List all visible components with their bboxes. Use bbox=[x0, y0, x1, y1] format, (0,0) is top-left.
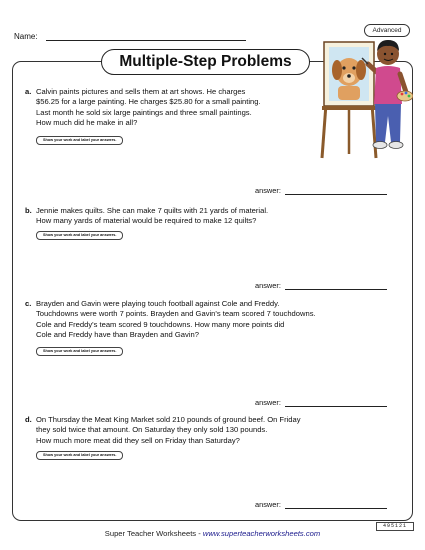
problem-text: On Thursday the Meat King Market sold 210 pounds of ground beef. On Friday they sold twice that amount. On Saturday they only sold 130 pounds. How much more meat did they sell on Friday than Saturday? bbox=[36, 415, 301, 445]
painter-illustration bbox=[318, 30, 413, 160]
answer-line-c[interactable] bbox=[285, 406, 387, 407]
answer-label: answer: bbox=[255, 500, 281, 509]
show-work-note: Show your work and label your answers. bbox=[36, 347, 123, 356]
footer-brand: Super Teacher Worksheets bbox=[104, 529, 197, 538]
level-badge: Advanced bbox=[364, 24, 410, 37]
footer-separator: - bbox=[196, 529, 203, 538]
worksheet-code: 495121 bbox=[376, 522, 414, 531]
show-work-note: Show your work and label your answers. bbox=[36, 451, 123, 460]
footer bbox=[0, 529, 425, 538]
problem-letter: c. bbox=[25, 299, 32, 308]
problem-letter: a. bbox=[25, 87, 32, 96]
answer-line-d[interactable] bbox=[285, 508, 387, 509]
problem-letter: b. bbox=[25, 206, 32, 215]
show-work-note: Show your work and label your answers. bbox=[36, 136, 123, 145]
problem-letter: d. bbox=[25, 415, 32, 424]
problem-text: Jennie makes quilts. She can make 7 quilts with 21 yards of material. How many yards of material would be required to make 12 quilts? bbox=[36, 206, 269, 226]
show-work-note: Show your work and label your answers. bbox=[36, 231, 123, 240]
footer-url-link[interactable]: www.superteacherworksheets.com bbox=[202, 529, 321, 538]
problem-b bbox=[25, 206, 395, 228]
problem-c bbox=[25, 299, 405, 343]
answer-line-a[interactable] bbox=[285, 194, 387, 195]
answer-label: answer: bbox=[255, 398, 281, 407]
problem-text: Brayden and Gavin were playing touch football against Cole and Freddy. Touchdowns were worth 7 points. Brayden and Gavin's team scored 7 touchdowns. Cole and Freddy's team scored 9 touchdowns. How many more points did Cole and Freddy have than Brayden and Gavin? bbox=[36, 299, 316, 339]
name-label: Name: bbox=[14, 32, 38, 41]
answer-label: answer: bbox=[255, 281, 281, 290]
name-input-line[interactable] bbox=[46, 40, 246, 41]
problem-text: Calvin paints pictures and sells them at art shows. He charges $56.25 for a large painting. He charges $25.80 for a small painting. Last month he sold six large paintings and three small paintings. How much did he make in all? bbox=[36, 87, 261, 127]
problem-a bbox=[25, 87, 325, 131]
problem-d bbox=[25, 415, 405, 448]
answer-line-b[interactable] bbox=[285, 289, 387, 290]
answer-label: answer: bbox=[255, 186, 281, 195]
page-title: Multiple-Step Problems bbox=[101, 49, 310, 75]
